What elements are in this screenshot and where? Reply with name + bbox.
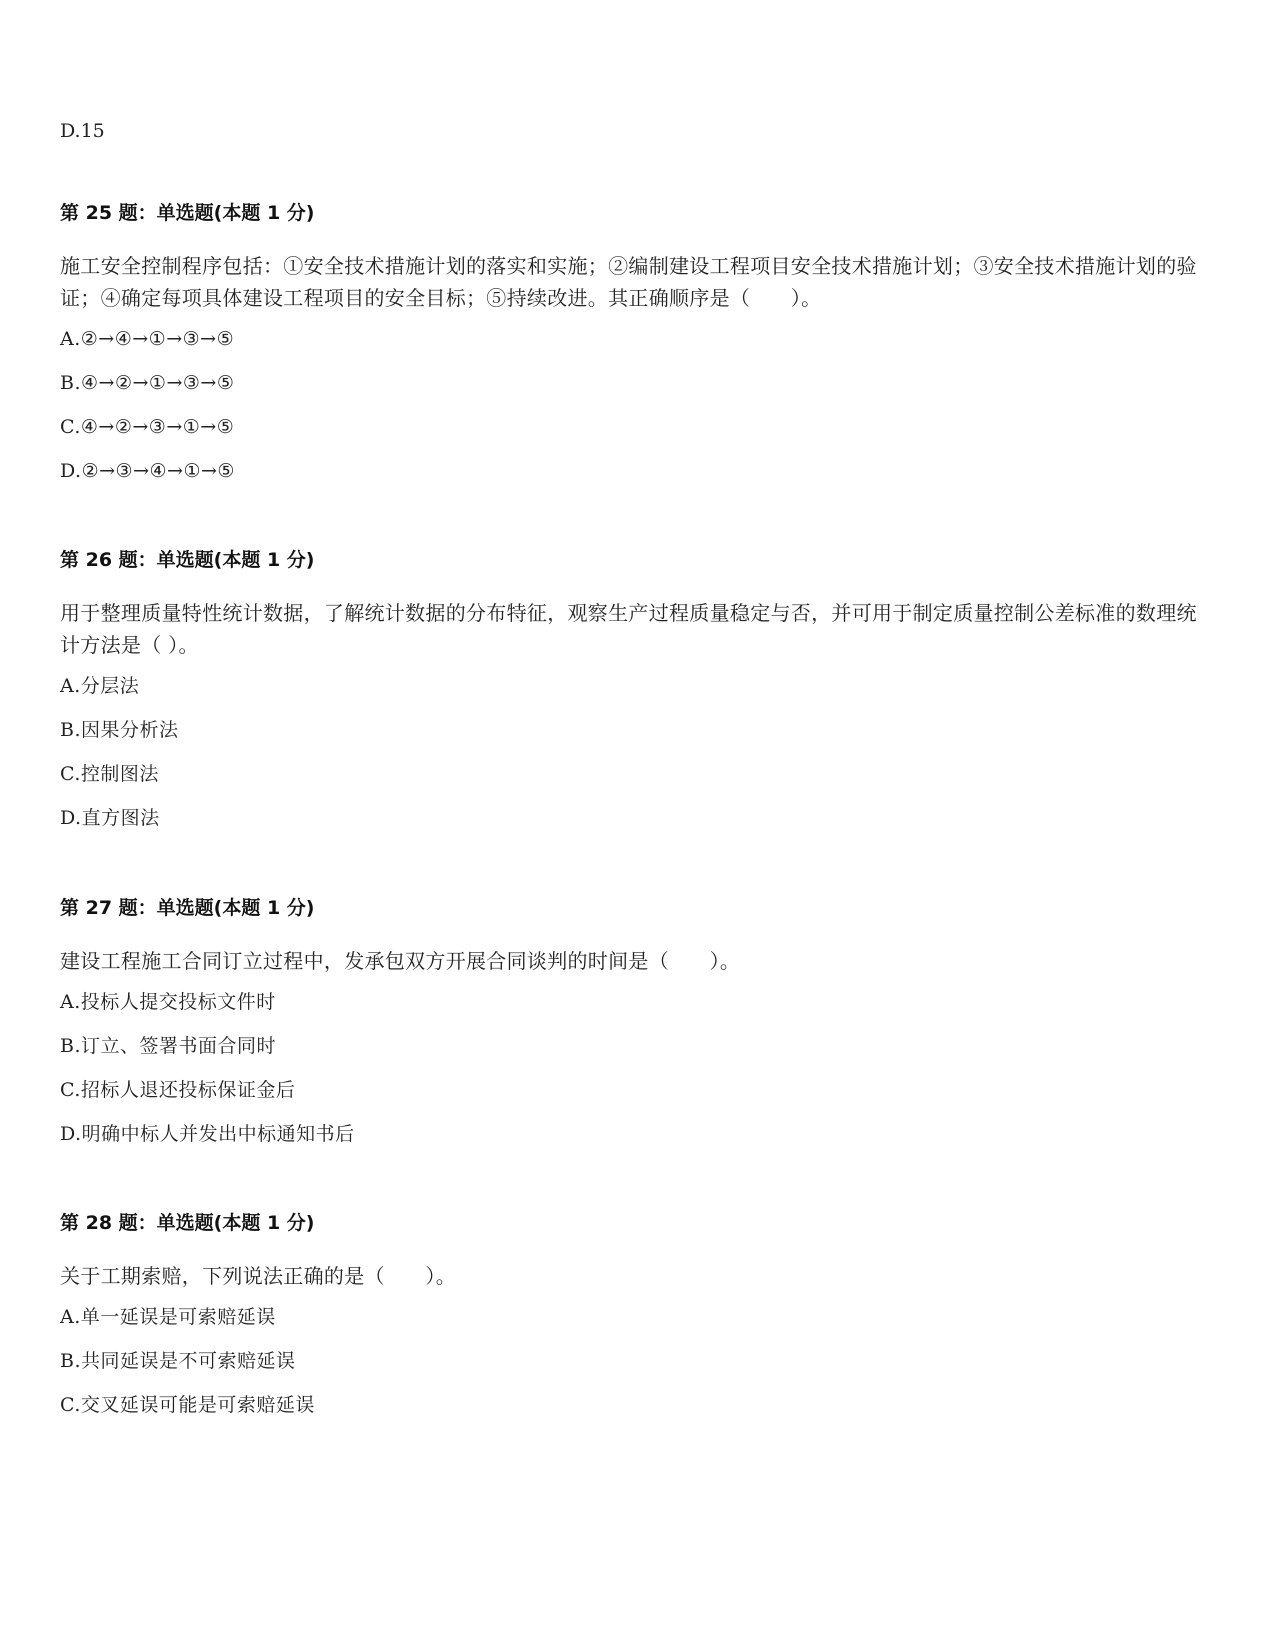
question-26 xyxy=(60,547,1210,831)
question-title: 第 25 题：单选题(本题 1 分) xyxy=(60,202,315,224)
question-title: 第 28 题：单选题(本题 1 分) xyxy=(60,1212,315,1234)
option-b[interactable]: B.订立、签署书面合同时 xyxy=(60,1035,277,1057)
question-stem: 建设工程施工合同订立过程中，发承包双方开展合同谈判的时间是（ ）。 xyxy=(60,949,741,973)
option-d[interactable]: D.②→③→④→①→⑤ xyxy=(60,460,235,482)
option-a[interactable]: A.单一延误是可索赔延误 xyxy=(60,1306,276,1328)
question-25 xyxy=(60,200,1210,484)
question-stem: 施工安全控制程序包括：①安全技术措施计划的落实和实施；②编制建设工程项目安全技术措施计划；③安全技术措施计划的验证；④确定每项具体建设工程项目的安全目标；⑤持续改进。其正确顺序是（ ）。 xyxy=(60,254,1197,310)
option-a[interactable]: A.②→④→①→③→⑤ xyxy=(60,328,235,350)
option-d[interactable]: D.直方图法 xyxy=(60,807,160,829)
option-c[interactable]: C.招标人退还投标保证金后 xyxy=(60,1079,296,1101)
question-title: 第 27 题：单选题(本题 1 分) xyxy=(60,897,315,919)
question-28 xyxy=(60,1210,1210,1418)
option-b[interactable]: B.共同延误是不可索赔延误 xyxy=(60,1350,296,1372)
option-d[interactable]: D.明确中标人并发出中标通知书后 xyxy=(60,1123,355,1145)
option-c[interactable]: C.交叉延误可能是可索赔延误 xyxy=(60,1394,315,1416)
option-c[interactable]: C.控制图法 xyxy=(60,763,159,785)
option-b[interactable]: B.④→②→①→③→⑤ xyxy=(60,372,235,394)
question-stem: 关于工期索赔，下列说法正确的是（ ）。 xyxy=(60,1264,456,1288)
option-c[interactable]: C.④→②→③→①→⑤ xyxy=(60,416,235,438)
option-b[interactable]: B.因果分析法 xyxy=(60,719,179,741)
previous-question-option-d: D.15 xyxy=(60,120,105,142)
question-stem: 用于整理质量特性统计数据，了解统计数据的分布特征，观察生产过程质量稳定与否，并可用于制定质量控制公差标准的数理统计方法是（ ）。 xyxy=(60,601,1197,657)
question-27 xyxy=(60,895,1210,1147)
option-a[interactable]: A.分层法 xyxy=(60,675,140,697)
question-title: 第 26 题：单选题(本题 1 分) xyxy=(60,549,315,571)
option-a[interactable]: A.投标人提交投标文件时 xyxy=(60,991,276,1013)
